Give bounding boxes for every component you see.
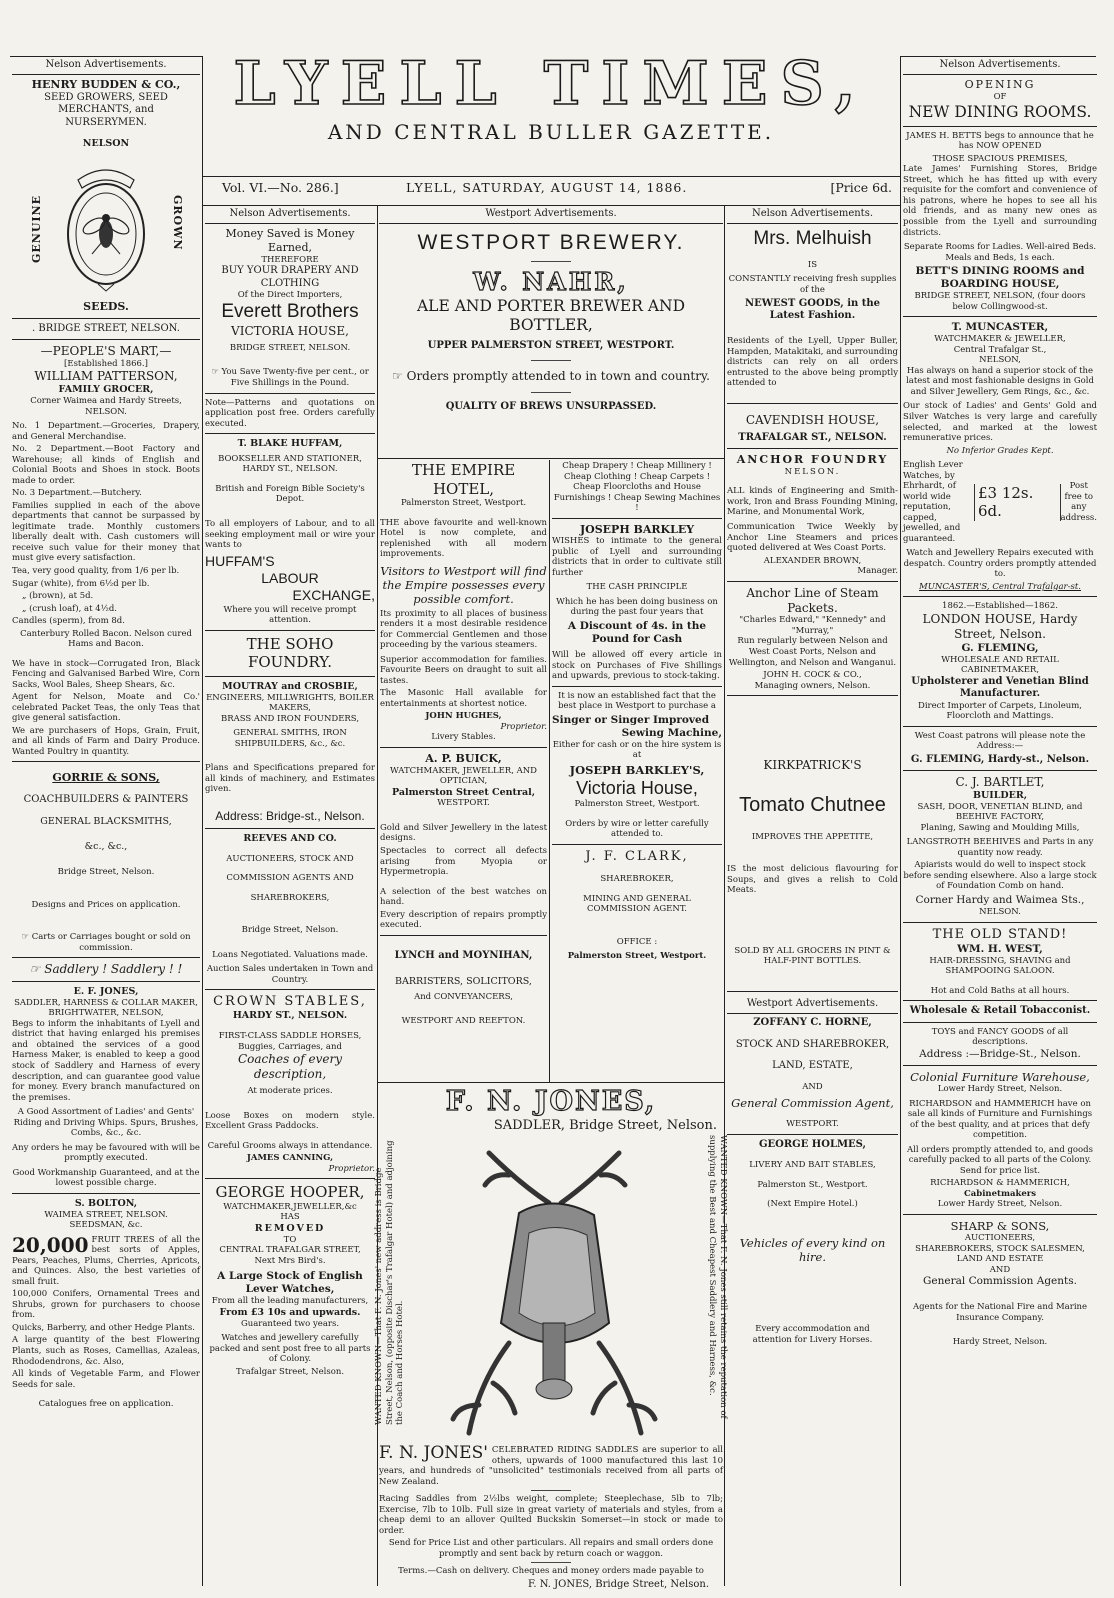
ad-line: ☞ Orders promptly attended to in town and country. (392, 369, 710, 383)
ad-line: Sewing Machine, (621, 726, 722, 739)
ad-text: Cheap Drapery ! Cheap Millinery ! Cheap Clothing ! Cheap Carpets ! Cheap Floorcloths and House Furnishings ! Cheap Sewing Machines ! (553, 461, 721, 514)
advertiser-name: C. J. BARTLET, (955, 775, 1045, 790)
ad-line: Lower Hardy Street, Nelson. (937, 1199, 1063, 1210)
ad-text: Gold and Silver Jewellery in the latest designs. (380, 822, 547, 844)
ad-line: MINING AND GENERAL COMMISSION AGENT. (583, 893, 691, 915)
ad-line: WAIMEA STREET, NELSON. (44, 1209, 168, 1220)
rule (377, 1082, 724, 1083)
ad-text: Either for cash or on the hire system is at (552, 739, 722, 761)
ad-title: Colonial Furniture Warehouse, (910, 1069, 1090, 1084)
ad-text: We are purchasers of Hops, Grain, Fruit, and all kinds of Farm and Dairy Produce. Wanted Poultry in quantity. (12, 725, 200, 757)
ad-text: The Masonic Hall available for entertainments at shortest notice. (380, 688, 547, 709)
ad-line: TRAFALGAR ST., NELSON. (738, 431, 887, 443)
ad-line: LAND, ESTATE, (772, 1060, 853, 1072)
ad-line: Manager. (857, 566, 898, 577)
ad-text: THE above favourite and well-known Hotel is now complete, and replenished with all modern improvements. (380, 517, 547, 560)
ad-line: COACHBUILDERS & PAINTERS (23, 794, 189, 806)
ad-line: And CONVEYANCERS, (414, 991, 513, 1002)
ad-line: THOSE SPACIOUS PREMISES, (932, 153, 1068, 164)
ad-text: English Lever Watches, by Ehrhardt, of world wide reputation, capped, jewelled, and guaranteed. (903, 460, 963, 544)
advertiser-name: Mrs. Melhuish (753, 228, 872, 250)
ad-text: To all employers of Labour, and to all seeking employment mail or wire your wants to (205, 518, 375, 551)
issue-date: LYELL, SATURDAY, AUGUST 14, 1886. (406, 180, 688, 195)
fn-jones-ad (374, 1085, 728, 1590)
ad-line: Proprietor. (500, 721, 547, 732)
ad-text: CONSTANTLY receiving fresh supplies of the (728, 274, 897, 295)
ad-title: LONDON HOUSE, Hardy Street, Nelson. (922, 612, 1078, 641)
advertiser-name: JOSEPH BARKLEY'S, (569, 762, 705, 777)
right-column (903, 57, 1097, 1587)
ad-text: A Good Assortment of Ladies' and Gents' Riding and Driving Whips. Spurs, Brushes, Combs, &c., &c. (13, 1107, 199, 1139)
dateline-bar (222, 180, 892, 202)
ad-title: HUFFAM'S (205, 552, 275, 569)
advertiser-name: E. F. JONES, (73, 986, 139, 998)
section-heading: Nelson Advertisements. (727, 206, 898, 224)
ad-title: Victoria House, (576, 778, 698, 799)
ad-text: SOLD BY ALL GROCERS IN PINT & HALF-PINT BOTTLES. (734, 945, 891, 967)
ad-text: Terms.—Cash on delivery. Cheques and money orders made payable to (398, 1566, 704, 1577)
advertiser-name: RICHARDSON & HAMMERICH, (930, 1178, 1070, 1189)
newspaper-title: LYELL TIMES, (233, 49, 869, 119)
ad-line: From all the leading manufacturers, (211, 1296, 369, 1307)
ad-text: Superior accommodation for families. Favourite Beers on draught to suit all tastes. (380, 654, 547, 686)
ad-line: STOCK AND SHAREBROKER, (735, 1038, 890, 1050)
saddle-antlers-icon (449, 1143, 659, 1439)
ad-line: Corner Waimea and Hardy Streets, (30, 396, 182, 407)
ad-line: HAIR-DRESSING, SHAVING and SHAMPOOING SALOON. (929, 955, 1071, 977)
ad-line: Auction Sales undertaken in Town and Country. (206, 964, 374, 985)
column-divider (202, 56, 203, 1586)
ad-line: SEEDSMAN, &c. (69, 1220, 143, 1231)
ad-text: Orders by wire or letter carefully attended to. (565, 818, 709, 840)
col5 (727, 206, 898, 1586)
ad-line: At moderate prices. (247, 1085, 333, 1096)
ad-text: JAMES H. BETTS begs to announce that he has NOW OPENED (906, 130, 1094, 152)
ad-line: [Established 1866.] (64, 358, 148, 369)
ad-title: THE EMPIRE HOTEL, (411, 461, 516, 498)
ad-line: Palmerston Street, Westport. (400, 498, 527, 509)
column-divider (900, 56, 901, 1586)
ad-line: THE CASH PRINCIPLE (586, 582, 688, 593)
ad-line: THEREFORE (261, 254, 319, 265)
ad-line: WATCHMAKER, JEWELLER, AND OPTICIAN, (389, 765, 537, 787)
ad-line: NELSON. (979, 907, 1021, 918)
ad-text: A selection of the best watches on hand. (380, 886, 547, 908)
ad-title: ☞ Saddlery ! Saddlery ! ! (29, 962, 183, 977)
advertiser-name: WILLIAM PATTERSON, (34, 369, 178, 384)
ad-line: TO (283, 1234, 297, 1245)
ad-text: A large quantity of the best Flowering Plants, such as Roses, Camellias, Azaleas, Rhododendrons, &c. Also, (12, 1335, 200, 1367)
ad-line: WESTPORT. (437, 798, 490, 809)
ad-line: General Commission Agents. (923, 1275, 1077, 1288)
advertiser-name: JAMES CANNING, (246, 1153, 334, 1164)
advertiser-name: ALEXANDER BROWN, (763, 555, 862, 566)
ad-line: SASH, DOOR, VENETIAN BLIND, and BEEHIVE FACTORY, (917, 801, 1083, 823)
ad-text: No. 1 Department.—Groceries, Drapery, and General Merchandise. (12, 421, 200, 442)
ad-text: Catalogues free on application. (38, 1399, 174, 1410)
ad-line: No Inferior Grades Kept. (946, 445, 1054, 456)
ad-line: F. N. JONES, Bridge Street, Nelson. (527, 1578, 709, 1590)
vertical-notice: WANTED KNOWN—That F. N. Jones still retains the reputation of supplying the Best and Cheapest Saddlery and Harness, &c. (707, 1135, 728, 1419)
price-box: £3 12s. 6d. (974, 484, 1061, 521)
ad-text: Late James' Furnishing Stores, Bridge Street, which he has fitted up with every requisite for the comfort and convenience of his patrons, where he hopes to see all his old friends, and as many new ones as possible from the Lyell and surrounding districts. (903, 164, 1097, 238)
ad-title: Money Saved is Money Earned, (225, 227, 355, 255)
advertiser-name: ANCHOR FOUNDRY (736, 453, 889, 467)
ad-line: WATCHMAKER & JEWELLER, (934, 334, 1066, 345)
ad-line: QUALITY OF BREWS UNSURPASSED. (445, 400, 657, 412)
ad-line: Central Trafalgar St., (953, 344, 1047, 355)
ad-line: NURSERYMEN. (65, 116, 147, 128)
ad-line: Lower Hardy Street, Nelson. (937, 1084, 1063, 1094)
ad-title: Anchor Line of Steam Packets. (746, 585, 879, 615)
ad-line: Trafalgar Street, Nelson. (235, 1366, 345, 1377)
ad-line: HAS (280, 1212, 300, 1223)
advertiser-name: GEORGE HOOPER, (215, 1183, 365, 1202)
ad-line: WESTPORT AND REEFTON. (401, 1016, 526, 1027)
ad-title: Tomato Chutnee (739, 793, 886, 816)
ad-text: WISHES to intimate to the general public of Lyell and surrounding districts that in order to cultivate still further (552, 536, 722, 578)
left-column (12, 57, 200, 1587)
ad-line: SADDLER, Bridge Street, Nelson. (493, 1118, 717, 1134)
ad-text: Run regularly between Nelson and West Coast Ports, Nelson and Wellington, and Nelson and Wanganui. (728, 636, 897, 668)
ad-text: Our stock of Ladies' and Gents' Gold and Silver Watches is very large and carefully selected, and marked at the lowest remunerative prices. (903, 401, 1097, 444)
ad-line: SHAREBROKERS, STOCK SALESMEN, LAND AND ESTATE (915, 1243, 1085, 1265)
ad-line: Bridge Street, Nelson. (57, 867, 155, 878)
ad-text: Direct Importer of Carpets, Linoleum, Floorcloth and Mattings. (918, 700, 1082, 722)
ad-line: LIVERY AND BAIT STABLES, (749, 1160, 876, 1171)
ad-line: ENGINEERS, MILLWRIGHTS, BOILER MAKERS, (206, 692, 374, 714)
ad-title: WESTPORT BREWERY. (417, 231, 685, 255)
advertiser-name: JOHN HUGHES, (425, 711, 502, 722)
ad-text: Residents of the Lyell, Upper Buller, Hampden, Matakitaki, and surrounding districts can rely on all orders entrusted to the above being promptly attended to (727, 336, 899, 389)
ad-text: IS the most delicious flavouring for Soups, and gives a relish to Cold Meats. (727, 864, 898, 896)
ad-line: Palmerston St., Westport. (757, 1179, 868, 1190)
ad-text: Watch and Jewellery Repairs executed with despatch. Country orders promptly attended to. (903, 548, 1097, 580)
ad-line: NELSON. (784, 466, 841, 477)
ad-line: Corner Hardy and Waimea Sts., (915, 894, 1085, 907)
ad-line: Address :—Bridge-St., Nelson. (919, 1047, 1081, 1060)
pointing-hand-icon: ☞ (29, 962, 41, 977)
ad-line: Hardy Street, Nelson. (952, 1337, 1048, 1348)
advertiser-name: SHARP & SONS, (950, 1218, 1050, 1233)
big-number: 20,000 (12, 1232, 89, 1257)
advertiser-name: KIRKPATRICK'S (763, 758, 862, 773)
advertiser-name: GORRIE & SONS, (52, 771, 160, 785)
ad-line: AUCTIONEERS, STOCK AND (226, 853, 354, 864)
section-heading: Nelson Advertisements. (903, 57, 1097, 75)
ad-line: Of the Direct Importers, (237, 289, 343, 300)
price-line: „ (brown), at 5d. (22, 591, 94, 602)
ad-text: CELEBRATED RIDING SADDLES are superior to all others, upwards of 1000 manufactured this last 10 years, and hundreds of "unsolicited" testimonials received from all parts of New Zealand. (379, 1445, 723, 1487)
fn-jones-text (379, 1445, 723, 1591)
ad-text: Send for Price List and other particulars. All repairs and small orders done promptly and sent back by return coach or waggon. (388, 1538, 714, 1559)
ad-line: &c., &c., (84, 841, 128, 853)
ad-text: Begs to inform the inhabitants of Lyell and district that having enlarged his premises and obtained the services of a good Harness Maker, is enabled to keep a good stock of Saddlery and Harness of every description, and can guarantee good value for money. Every branch manufactured on the premises. (12, 1018, 200, 1103)
nelson-ads-column (205, 206, 375, 1586)
ad-line: Palmerston Street, Westport. (574, 799, 700, 810)
section-heading: Nelson Advertisements. (12, 57, 200, 75)
ad-line: 1862.—Established—1862. (942, 601, 1058, 612)
ad-line: Palmerston Street Central, (391, 786, 536, 798)
ad-title: EXCHANGE, (292, 587, 375, 604)
ad-text: Any orders he may be favoured with will be promptly executed. (12, 1142, 200, 1164)
ad-line: Cabinetmakers (963, 1188, 1037, 1199)
ad-line: Upholsterer and Venetian Blind Manufacturer. (911, 675, 1089, 700)
ad-line: BRIDGE STREET, NELSON, (four doors below Collingwood-st. (914, 291, 1086, 312)
ad-text: Spectacles to correct all defects arising from Myopia or Hypermetropia. (380, 846, 547, 878)
ad-line: SHAREBROKER, (600, 874, 674, 885)
ad-text: 100,000 Conifers, Ornamental Trees and Shrubs, grown for purchasers to choose from. (12, 1289, 200, 1321)
ad-text: Its proximity to all places of business renders it a most desirable residence for Commercial Gentlemen and those proceeding by the various steamers. (380, 608, 547, 651)
ad-text: Good Workmanship Guaranteed, and at the lowest possible charge. (12, 1167, 200, 1189)
ad-line: A Discount of 4s. in the Pound for Cash (567, 620, 707, 646)
ad-line: Planing, Sawing and Moulding Mills, (920, 822, 1080, 833)
ad-line: REMOVED (254, 1222, 326, 1234)
ad-line: CENTRAL TRAFALGAR STREET, (219, 1245, 361, 1256)
ad-text: All orders promptly attended to, and goods carefully packed to all parts of the Colony. Send for price list. (907, 1144, 1093, 1176)
advertiser-name: MOUTRAY and CROSBIE, (222, 680, 358, 692)
advertiser-name: WM. H. WEST, (957, 942, 1043, 955)
advertiser-name: HENRY BUDDEN & CO., (31, 78, 181, 92)
section-heading: Westport Advertisements. (379, 206, 723, 224)
ad-line: British and Foreign Bible Society's Depot. (215, 483, 365, 505)
price: [Price 6d. (830, 180, 892, 195)
ad-line: VICTORIA HOUSE, (231, 324, 349, 339)
ad-line: UPPER PALMERSTON STREET, WESTPORT. (427, 339, 675, 351)
ad-line: HARDY ST., NELSON. (242, 464, 338, 475)
advertiser-name: LYNCH and MOYNIHAN, (394, 949, 533, 961)
advertiser-name: G. FLEMING, (961, 641, 1039, 654)
ad-text: Has always on hand a superior stock of the latest and most fashionable designs in Gold and Silver Jewellery, Gem Rings, &c., &c. (906, 365, 1094, 397)
advertiser-name: ZOFFANY C. HORNE, (753, 1017, 872, 1029)
ad-line: IMPROVES THE APPETITE, (751, 831, 874, 842)
ad-line: WESTPORT. (786, 1119, 839, 1130)
ad-text: All kinds of Vegetable Farm, and Flower Seeds for sale. (12, 1369, 200, 1390)
ad-line: BUILDER, (972, 790, 1028, 801)
seal-side-text: GENUINE (30, 194, 43, 263)
ad-text: Apiarists would do well to inspect stock before sending elsewhere. Also a large stock of Foundation Comb on hand. (903, 860, 1097, 892)
ad-line: Proprietor. (328, 1163, 375, 1174)
ad-title: —PEOPLE'S MART,— (40, 343, 172, 358)
ad-line: WHOLESALE AND RETAIL CABINETMAKER, (941, 654, 1059, 676)
advertiser-name: T. MUNCASTER, (951, 321, 1049, 334)
seed-seal (12, 150, 200, 300)
advertiser-name: JOHN H. COCK & CO., (763, 670, 862, 681)
ad-text: ALL kinds of Engineering and Smith-work, Iron and Brass Founding Mining, Marine, and Monumental Work, (727, 486, 898, 518)
price-line: Tea, very good quality, from 1/6 per lb. (12, 565, 180, 576)
advertiser-name: A. P. BUICK, (425, 751, 502, 765)
ad-line: "Charles Edward," "Kennedy" and "Murray," (739, 615, 886, 636)
ad-line: GENERAL SMITHS, IRON SHIPBUILDERS, &c., &c. (233, 728, 347, 749)
ad-text: Watches and jewellery carefully packed and sent post free to all parts of Colony. (209, 1333, 371, 1365)
vertical-notice: WANTED KNOWN—That F. N. Jones' new address is Bridge Street, Nelson, (opposite Dischar's Trafalgar Hotel) and adjoining the Coach and Horses Hotel. (374, 1140, 406, 1425)
ad-line: Loans Negotiated. Valuations made. (212, 949, 368, 960)
ad-line: Bridge Street, Nelson. (241, 925, 339, 936)
column-divider (549, 460, 550, 1082)
ad-line: Next Mrs Bird's. (254, 1255, 326, 1266)
ad-line: Coaches of every description, (237, 1052, 343, 1082)
ad-text: Racing Saddles from 2½lbs weight, complete; Steeplechase, 5lb to 7lb; Exercise, 7lb to 10lb. Full size in great variety of materials and styles, from a cheap demi to an allover Quilted Buckskin Somerset—in stock or made to order. (379, 1494, 723, 1536)
ad-text: Plans and Specifications prepared for all kinds of machinery, and Estimates given. (205, 763, 375, 795)
section-heading: Nelson Advertisements. (205, 206, 375, 224)
ad-title: LABOUR (261, 569, 319, 586)
ad-text: Which he has been doing business on during the past four years that (556, 596, 718, 618)
ad-text: Communication Twice Weekly by Anchor Line Steamers and prices quoted delivered at Wes Coast Ports. (727, 521, 898, 554)
ad-line: NELSON. (85, 406, 127, 417)
price-line: Canterbury Rolled Bacon. Nelson cured Hams and Bacon. (20, 628, 192, 650)
ad-line: TOYS and FANCY GOODS of all descriptions. (931, 1026, 1069, 1048)
ad-line: BOOKSELLER AND STATIONER, (218, 453, 362, 464)
bee-seal-icon (58, 154, 154, 294)
seal-side-text: GROWN (171, 194, 184, 251)
ad-line: IS (807, 259, 818, 270)
masthead (206, 49, 896, 145)
ad-line: NELSON (82, 138, 130, 150)
ad-line: BRIGHTWATER, NELSON, (48, 1008, 164, 1019)
barkley-column (552, 461, 722, 1081)
ad-line: AUCTIONEERS, (964, 1233, 1036, 1244)
ad-text: Careful Grooms always in attendance. (207, 1140, 373, 1151)
ad-line: SADDLER, HARNESS & COLLAR MAKER, (14, 997, 198, 1008)
advertiser-name: JOSEPH BARKLEY (579, 522, 695, 536)
ad-text: Note—Patterns and quotations on application post free. Orders carefully executed. (205, 397, 375, 429)
advertiser-name: W. NAHR, (473, 267, 629, 297)
ad-line: OPENING (964, 78, 1036, 92)
ad-text: Loose Boxes on modern style. Excellent Grass Paddocks. (205, 1110, 375, 1132)
ad-line: FIRST-CLASS SADDLE HORSES, Buggies, Carriages, and (218, 1031, 362, 1052)
ad-line: SEED GROWERS, SEED MERCHANTS, and (44, 92, 168, 116)
ad-line: BRASS AND IRON FOUNDERS, (220, 713, 360, 724)
price-line: „ (crush loaf), at 4½d. (22, 603, 118, 614)
price-line: Candles (sperm), from 8d. (12, 616, 125, 627)
ad-text: No. 3 Department.—Butchery. (12, 488, 142, 499)
ad-text: FRUIT TREES of all the best sorts of Apples, Pears, Peaches, Plums, Cherries, Apricots, and Quinces. Also, the best varieties of small fruit. (12, 1234, 200, 1287)
ad-text: We have in stock—Corrugated Iron, Black Fencing and Galvanised Barbed Wire, Corn Sacks, Wool Bales, Sheep Shears, &c. (12, 658, 200, 690)
pointing-hand-icon: ☞ (211, 367, 219, 378)
ad-text: Agent for Nelson, Moate and Co.' celebrated Packet Teas, the only Teas that give general satisfaction. (12, 692, 200, 724)
ad-line: COMMISSION AGENTS AND (226, 873, 354, 884)
ad-line: BUY YOUR DRAPERY AND CLOTHING (221, 265, 359, 289)
rule (377, 458, 724, 459)
ad-line: AND (989, 1264, 1011, 1275)
ad-line: Hot and Cold Baths at all hours. (930, 985, 1070, 996)
ad-line: (Next Empire Hotel.) (767, 1199, 858, 1210)
ad-line: NELSON, (979, 355, 1021, 366)
ad-line: Vehicles of every kind on hire. (739, 1235, 886, 1265)
ad-line: Managing owners, Nelson. (754, 680, 871, 691)
ad-line: AND (802, 1081, 823, 1092)
ad-title: THE SOHO FOUNDRY. (246, 634, 334, 672)
ad-text: Families supplied in each of the above departments that cannot be surpassed by legitimate trade. Monthly customers liberally dealt with. Cash customers will receive such value for their money that must give every satisfaction. (12, 500, 200, 564)
advertiser-name: BETT'S DINING ROOMS and BOARDING HOUSE, (915, 265, 1085, 291)
ad-line: Designs and Prices on application. (31, 899, 181, 910)
ad-text: Every accommodation and attention for Livery Horses. (752, 1324, 873, 1345)
ad-line: Palmerston Street, Westport. (567, 951, 707, 962)
pointing-hand-icon: ☞ (21, 932, 29, 943)
empire-column (380, 461, 547, 1081)
ad-text: Agents for the National Fire and Marine Insurance Company. (912, 1302, 1088, 1323)
advertiser-name: Everett Brothers (221, 301, 359, 323)
watch-offer (903, 460, 1097, 544)
ad-text: West Coast patrons will please note the Address:— (914, 730, 1086, 752)
ad-text: Post free to any address. (1060, 481, 1098, 523)
advertiser-name: S. BOLTON, (74, 1197, 138, 1209)
ad-line: MUNCASTER'S, Central Trafalgar-st. (919, 581, 1081, 592)
ad-line: BARRISTERS, SOLICITORS, (395, 976, 532, 988)
ad-line: . BRIDGE STREET, NELSON. (32, 322, 180, 334)
ad-line: WATCHMAKER,JEWELLER,&c (223, 1201, 357, 1212)
ad-line: Livery Stables. (431, 732, 496, 743)
price-line: Sugar (white), from 6½d per lb. (12, 578, 150, 589)
ad-line: ☞ Carts or Carriages bought or sold on commission. (21, 932, 191, 953)
ad-text: Visitors to Westport will find the Empire possesses every possible comfort. (380, 563, 547, 607)
ad-title: THE OLD STAND! (932, 926, 1068, 942)
ad-text: ☞ You Save Twenty-five per cent., or Five Shillings in the Pound. (211, 367, 369, 388)
ad-line: FAMILY GROCER, (58, 384, 154, 396)
ad-text: Every description of repairs promptly executed. (380, 909, 547, 931)
ad-line: HARDY ST., NELSON. (232, 1010, 348, 1022)
ad-text: LANGSTROTH BEEHIVES and Parts in any quantity now ready. (906, 837, 1094, 858)
ad-line: Where you will receive prompt attention. (223, 604, 357, 626)
ad-line: Guaranteed two years. (240, 1318, 340, 1329)
ad-title: F. N. JONES' (379, 1443, 488, 1463)
ad-line: SHAREBROKERS, (250, 892, 330, 903)
ad-text: Will be allowed off every article in stock on Purchases of Five Shillings and upwards, previous to stock-taking. (552, 650, 722, 682)
ad-line: A Large Stock of English Lever Watches, (217, 1270, 363, 1296)
ad-line: OF (993, 92, 1007, 103)
section-heading: Westport Advertisements. (727, 996, 898, 1014)
ad-line: BRIDGE STREET, NELSON. (229, 342, 351, 353)
ad-line: General Commission Agent, (731, 1096, 894, 1111)
ad-line: G. FLEMING, Hardy-st., Nelson. (910, 753, 1090, 765)
ad-line: GENERAL BLACKSMITHS, (40, 815, 172, 827)
ad-title: NEW DINING ROOMS. (908, 102, 1092, 121)
advertiser-name: J. F. CLARK, (585, 848, 689, 864)
ad-line: ALE AND PORTER BREWER AND BOTTLER, (416, 297, 686, 335)
ad-line: Address: Bridge-st., Nelson. (215, 808, 365, 823)
ad-line: SEEDS. (83, 299, 129, 313)
ad-title: CROWN STABLES, (213, 994, 367, 1010)
rule (202, 176, 900, 177)
ad-line: OFFICE : (616, 936, 658, 947)
ad-line: Wholesale & Retail Tobacconist. (909, 1005, 1091, 1017)
ad-line: NEWEST GOODS, in the Latest Fashion. (744, 297, 881, 321)
ad-text: Separate Rooms for Ladies. Well-aired Beds. Meals and Beds, 1s each. (903, 242, 1097, 263)
ad-text: RICHARDSON and HAMMERICH have on sale all kinds of Furniture and Furnishings of the best quality, and at prices that defy competition. (907, 1098, 1093, 1141)
ad-text: It is now an established fact that the best place in Westport to purchase a (558, 690, 716, 712)
ad-text: Quicks, Barberry, and other Hedge Plants. (12, 1322, 195, 1333)
advertiser-name: REEVES AND CO. (243, 832, 337, 844)
newspaper-subtitle: AND CENTRAL BULLER GAZETTE. (327, 120, 775, 144)
advertiser-name: GEORGE HOLMES, (758, 1138, 867, 1150)
ad-text: No. 2 Department.—Boot Factory and Warehouse; all kinds of English and Colonial Boots and Shoes in stock. Boots made to order. (12, 444, 200, 486)
ad-title: CAVENDISH HOUSE, (745, 412, 880, 427)
pointing-hand-icon: ☞ (392, 369, 403, 383)
ad-line: Singer or Singer Improved (552, 713, 710, 726)
ad-title: F. N. JONES, (445, 1086, 657, 1117)
ad-line: From £3 10s and upwards. (219, 1306, 361, 1318)
volume-number: Vol. VI.—No. 286.] (222, 180, 339, 195)
advertiser-name: T. BLAKE HUFFAM, (237, 438, 343, 450)
westport-brewery-ad (379, 206, 723, 462)
